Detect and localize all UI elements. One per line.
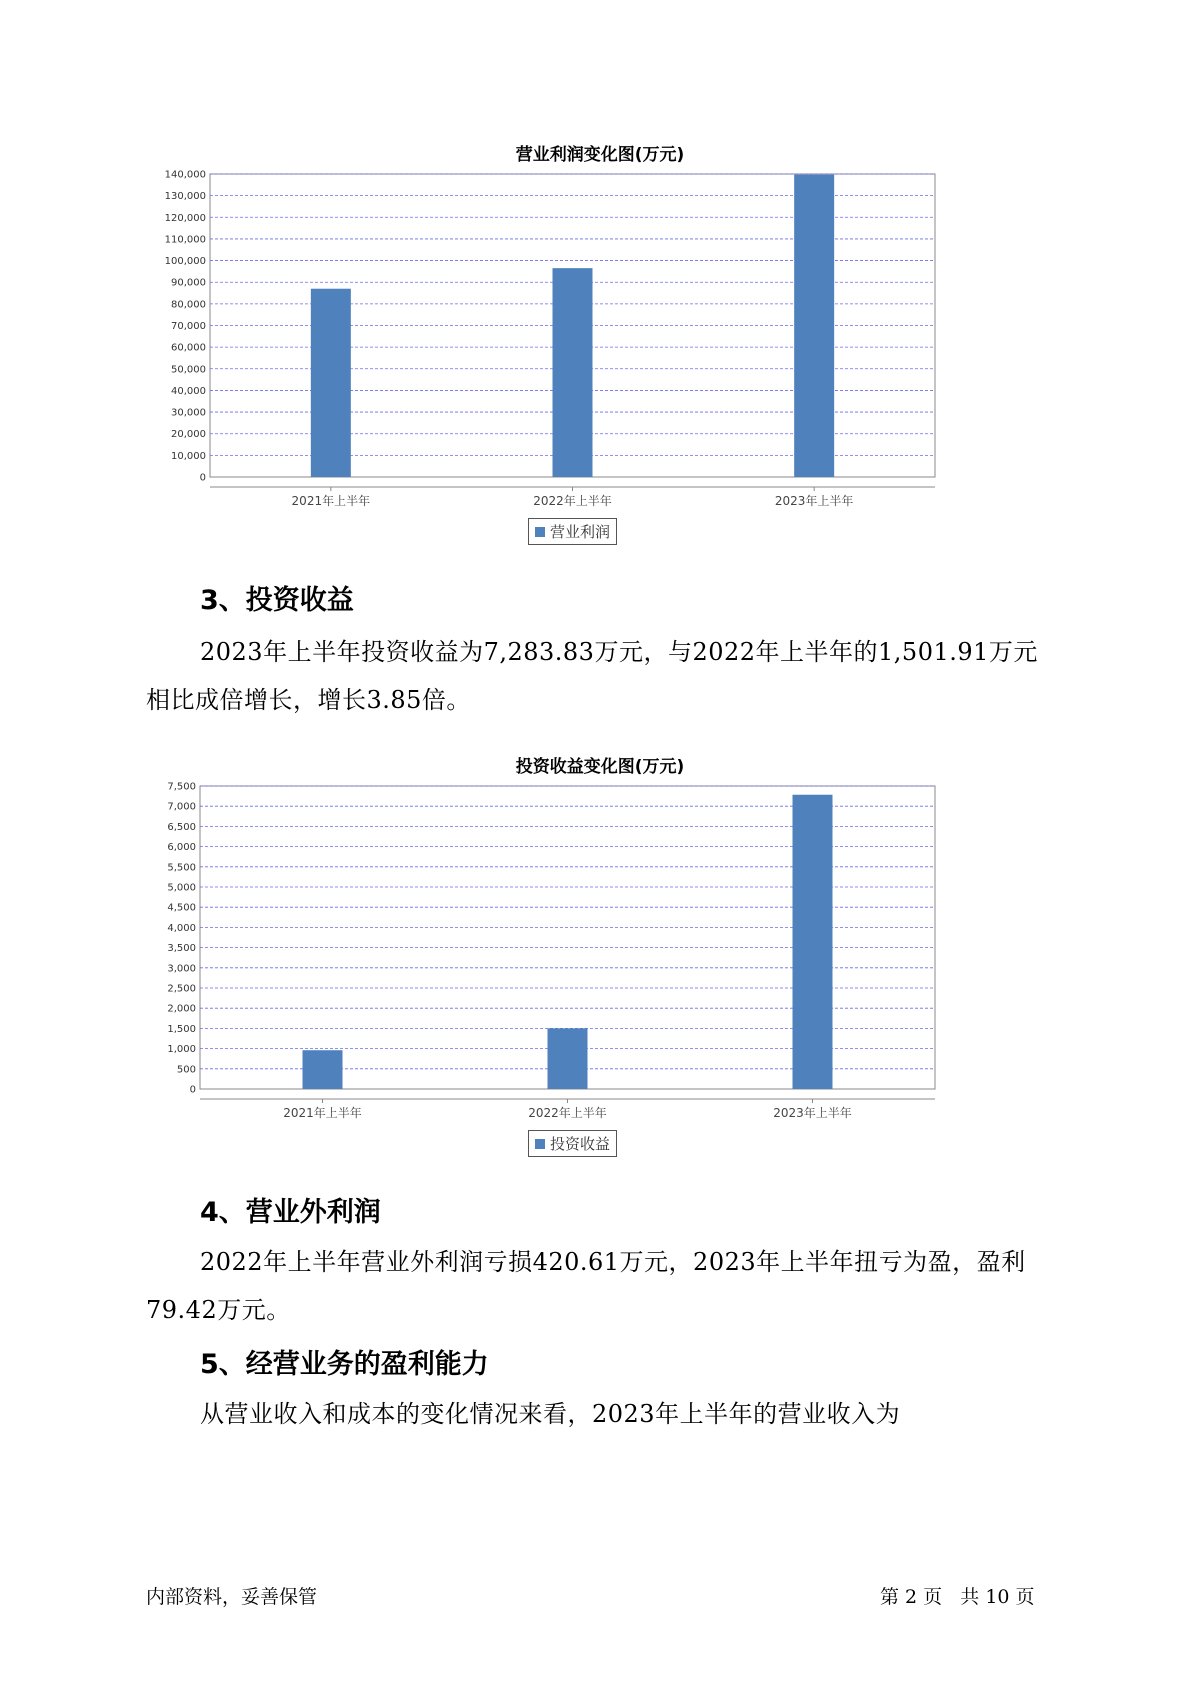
y-tick-label: 2,000 xyxy=(167,1003,196,1015)
y-tick-label: 3,500 xyxy=(167,943,196,955)
y-tick-label: 80,000 xyxy=(171,299,206,311)
y-tick-label: 6,500 xyxy=(167,821,196,833)
x-tick-label: 2023年上半年 xyxy=(774,494,854,508)
x-tick-label: 2023年上半年 xyxy=(773,1106,852,1120)
operating-profit-chart-svg xyxy=(140,140,1060,550)
legend-label: 投资收益 xyxy=(550,1135,611,1153)
y-tick-label: 0 xyxy=(189,1084,196,1096)
y-tick-label: 140,000 xyxy=(164,169,206,181)
bar xyxy=(793,795,833,1089)
bar xyxy=(548,1028,588,1089)
y-tick-label: 70,000 xyxy=(171,321,206,332)
y-tick-label: 6,000 xyxy=(167,842,196,854)
y-tick-label: 4,500 xyxy=(167,902,196,914)
bar xyxy=(303,1050,343,1089)
y-tick-label: 30,000 xyxy=(171,407,206,419)
y-tick-label: 2,500 xyxy=(167,983,196,995)
section-3-heading: 3、投资收益 xyxy=(200,585,354,616)
y-tick-label: 0 xyxy=(199,472,206,484)
chart-title: 营业利润变化图(万元) xyxy=(515,145,685,165)
x-tick-label: 2022年上半年 xyxy=(528,1106,607,1120)
y-tick-label: 50,000 xyxy=(171,364,206,376)
bar xyxy=(794,175,834,477)
y-tick-label: 4,000 xyxy=(167,922,196,934)
y-tick-label: 500 xyxy=(176,1064,196,1076)
section-5-paragraph: 从营业收入和成本的变化情况来看，2023年上半年的营业收入为 xyxy=(200,1400,901,1428)
investment-income-chart-svg xyxy=(140,752,1060,1162)
y-tick-label: 60,000 xyxy=(171,342,206,354)
y-tick-label: 110,000 xyxy=(164,234,206,246)
chart-legend xyxy=(528,518,617,545)
legend-label: 营业利润 xyxy=(550,523,611,541)
section-5-heading: 5、经营业务的盈利能力 xyxy=(200,1349,489,1380)
chart-title: 投资收益变化图(万元) xyxy=(515,757,685,777)
y-tick-label: 3,000 xyxy=(167,963,196,975)
section-4-paragraph: 2022年上半年营业外利润亏损420.61万元，2023年上半年扭亏为盈，盈利79.42万元。 xyxy=(146,1248,1026,1324)
y-tick-label: 7,000 xyxy=(167,801,196,813)
operating-profit-chart xyxy=(140,140,1060,550)
y-tick-label: 20,000 xyxy=(171,429,206,441)
footer-confidential-note: 内部资料，妥善保管 xyxy=(146,1586,318,1608)
section-4-heading: 4、营业外利润 xyxy=(200,1197,381,1228)
x-tick-label: 2022年上半年 xyxy=(533,494,612,508)
legend-swatch xyxy=(535,1139,545,1149)
legend-swatch xyxy=(535,527,545,537)
chart-legend xyxy=(528,1130,617,1157)
y-tick-label: 1,500 xyxy=(167,1023,196,1035)
y-tick-label: 120,000 xyxy=(164,212,206,224)
y-tick-label: 10,000 xyxy=(171,450,206,462)
bar xyxy=(553,268,593,477)
y-tick-label: 7,500 xyxy=(167,781,196,793)
y-tick-label: 1,000 xyxy=(167,1044,196,1056)
section-3-paragraph: 2023年上半年投资收益为7,283.83万元，与2022年上半年的1,501.91万元相比成倍增长，增长3.85倍。 xyxy=(146,638,1038,714)
y-tick-label: 90,000 xyxy=(171,277,206,289)
y-tick-label: 5,000 xyxy=(167,882,196,894)
x-tick-label: 2021年上半年 xyxy=(283,1106,362,1120)
y-tick-label: 100,000 xyxy=(164,256,206,268)
y-tick-label: 5,500 xyxy=(167,862,196,874)
x-tick-label: 2021年上半年 xyxy=(291,494,371,508)
bar xyxy=(311,289,351,477)
y-tick-label: 130,000 xyxy=(164,191,206,203)
investment-income-chart xyxy=(140,752,1060,1162)
footer-page-number: 第 2 页 共 10 页 xyxy=(880,1586,1035,1608)
y-tick-label: 40,000 xyxy=(171,385,206,397)
